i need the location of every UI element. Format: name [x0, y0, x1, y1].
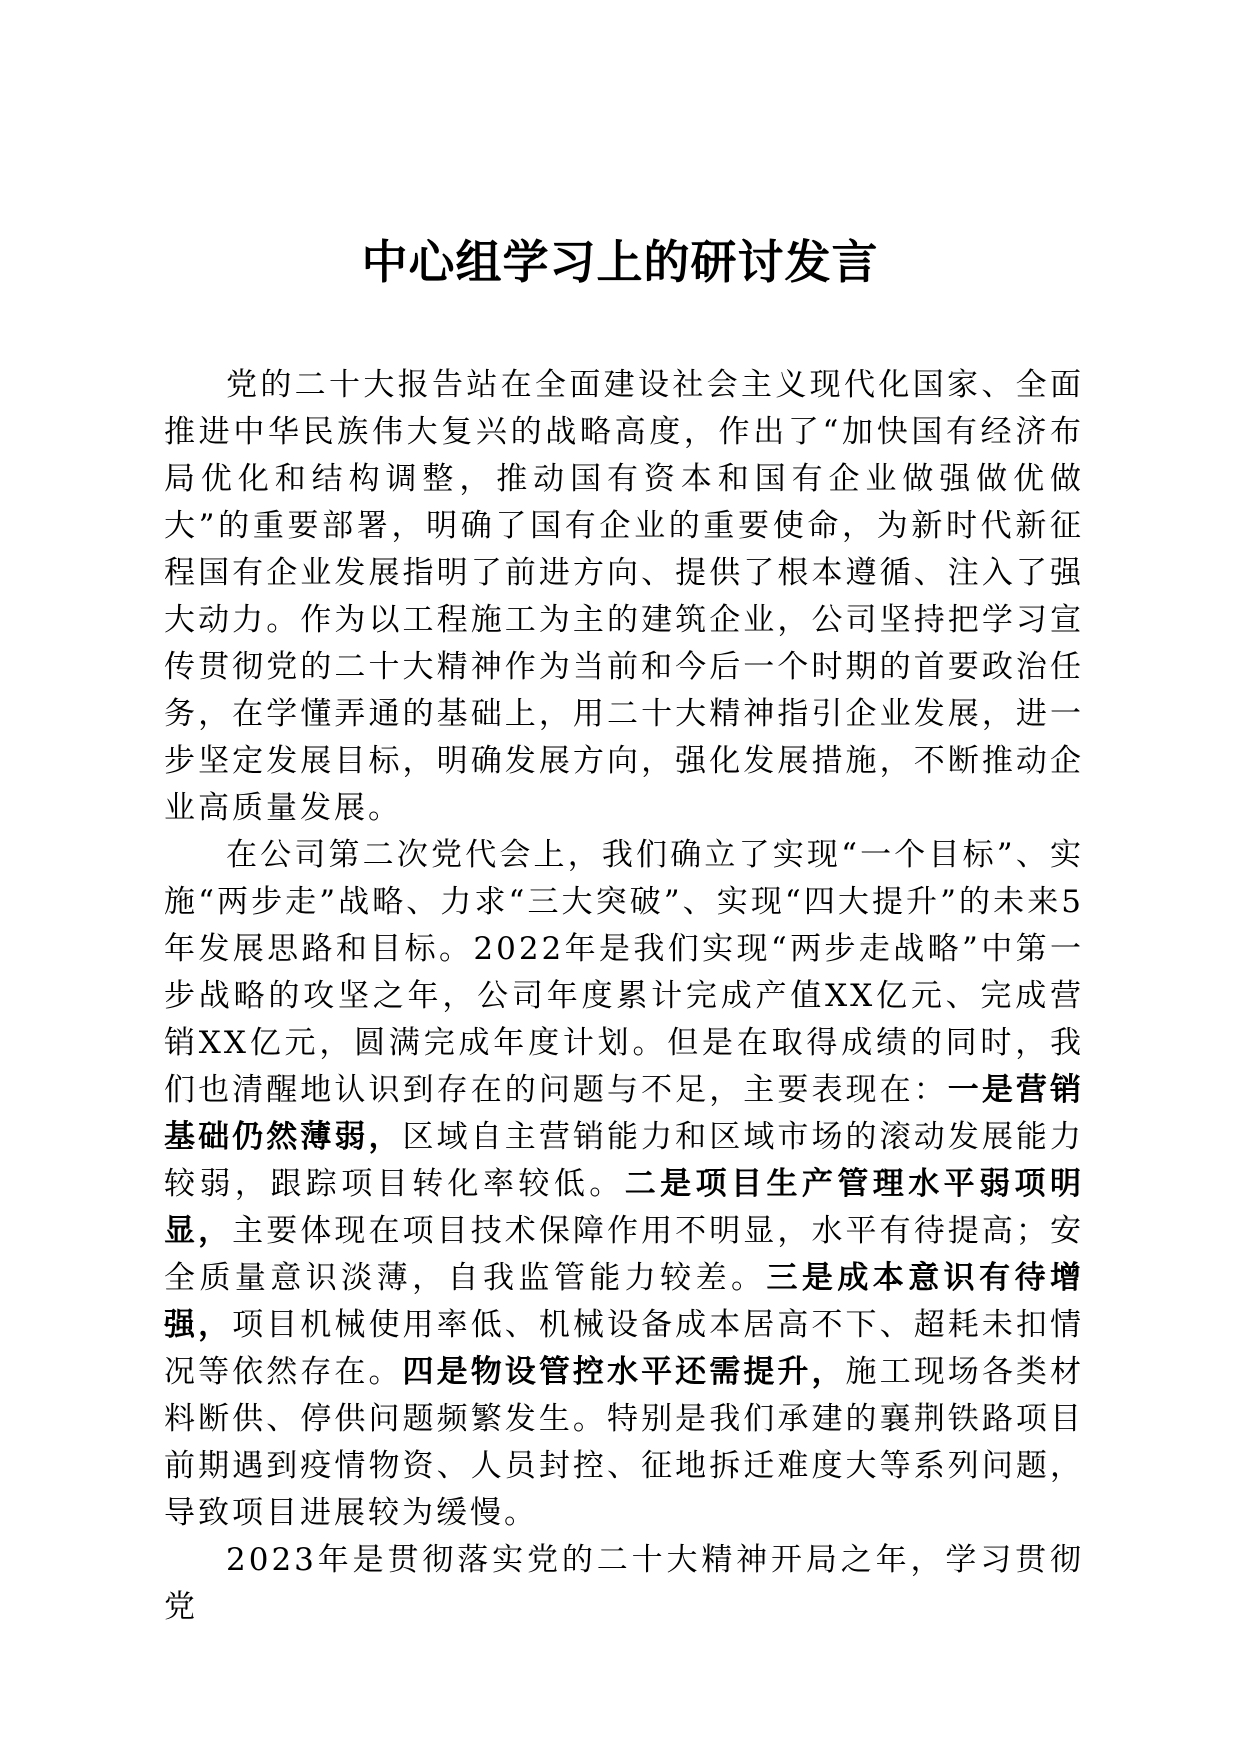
paragraph-3: 2023年是贯彻落实党的二十大精神开局之年，学习贯彻党: [164, 1542, 1084, 1625]
paragraph-2-text-4: 项目机械使用率低、机械设备成本居高不下、超耗未扣情况等依然存在。: [164, 1307, 1084, 1390]
issue-4-heading: 四是物设管控水平还需提升，: [402, 1354, 846, 1390]
paragraph-2-text-2: 区域自主营销能力和区域市场的滚动发展能力较弱，跟踪项目转化率较低。: [164, 1119, 1085, 1202]
paragraph-2: [164, 832, 1084, 1537]
issue-3-heading: 三是成本意识有待增强，: [164, 1260, 1085, 1343]
document-title: 中心组学习上的研讨发言: [361, 235, 879, 289]
paragraph-2-text-3: 主要体现在项目技术保障作用不明显，水平有待提高；安全质量意识淡薄，自我监管能力较差。: [164, 1213, 1084, 1296]
paragraph-2-text-1: 在公司第二次党代会上，我们确立了实现“一个目标”、实施“两步走”战略、力求“三大突破”、实现“四大提升”的未来5年发展思路和目标。2022年是我们实现“两步走战略”中第一步战略的攻坚之年，公司年度累计完成产值XX亿元、完成营销XX亿元，圆满完成年度计划。但是在取得成绩的同时，我们也清醒地认识到存在的问题与不足，主要表现在：: [164, 837, 1084, 1108]
issue-2-heading: 二是项目生产管理水平弱项明显，: [164, 1166, 1084, 1249]
paragraph-1: 党的二十大报告站在全面建设社会主义现代化国家、全面推进中华民族伟大复兴的战略高度，作出了“加快国有经济布局优化和结构调整，推动国有资本和国有企业做强做优做大”的重要部署，明确了国有企业的重要使命，为新时代新征程国有企业发展指明了前进方向、提供了根本遵循、注入了强大动力。作为以工程施工为主的建筑企业，公司坚持把学习宣传贯彻党的二十大精神作为当前和今后一个时期的首要政治任务，在学懂弄通的基础上，用二十大精神指引企业发展，进一步坚定发展目标，明确发展方向，强化发展措施，不断推动企业高质量发展。: [164, 367, 1084, 826]
document-body: [164, 362, 1084, 1631]
paragraph-2-text-5: 施工现场各类材料断供、停供问题频繁发生。特别是我们承建的襄荆铁路项目前期遇到疫情物资、人员封控、征地拆迁难度大等系列问题，导致项目进展较为缓慢。: [164, 1354, 1085, 1531]
issue-1-heading: 一是营销基础仍然薄弱，: [164, 1072, 1085, 1155]
